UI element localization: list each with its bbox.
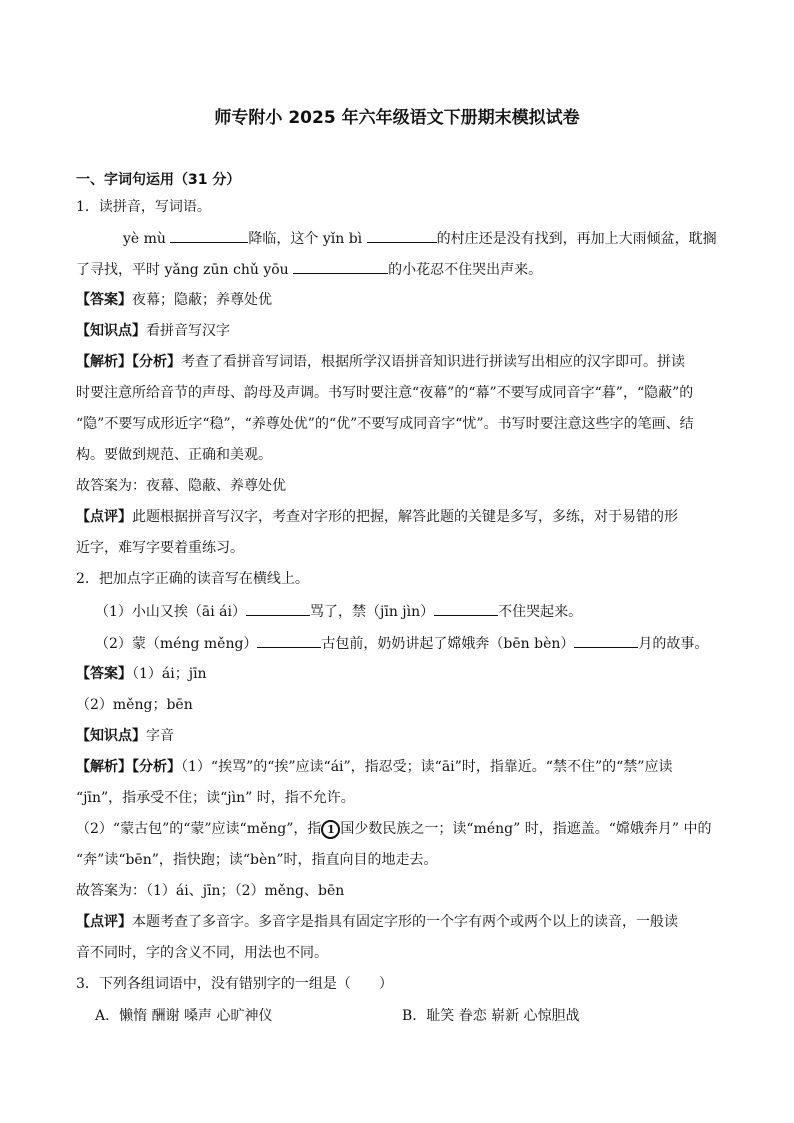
knowledge-point-text: 看拼音写汉字 <box>146 323 230 339</box>
text-segment: 了寻找，平时 yǎng zūn chǔ yōu <box>76 262 289 278</box>
answer-blank[interactable] <box>246 601 310 616</box>
text-segment: 月的故事。 <box>638 636 709 652</box>
analysis-line <box>76 757 721 777</box>
text-segment: 降临，这个 yǐn bì <box>248 231 363 247</box>
comment-line <box>76 912 721 932</box>
knowledge-point-tag: 【知识点】 <box>76 728 146 744</box>
analysis-text: 国少数民族之一；读“méng” 时，指遮盖。“嫦娥奔月” 中的 <box>340 821 712 837</box>
knowledge-point-line <box>76 321 721 341</box>
knowledge-point-tag: 【知识点】 <box>76 323 146 339</box>
answer-text: 夜幕；隐蔽；养尊处优 <box>132 292 272 308</box>
section-heading: 一、字词句运用（31 分） <box>76 172 241 188</box>
text-segment: （2）蒙（méng měng） <box>95 636 258 652</box>
final-answer-line: 故答案为：（1）ái、jīn；（2）měng、bēn <box>76 883 345 899</box>
text-segment: （1）小山又挨（āi ái） <box>95 604 247 620</box>
analysis-tag: 【解析】【分析】 <box>76 354 181 370</box>
analysis-line: “隐”不要写成形近字“稳”，“养尊处优”的“优”不要写成同音字“忧”。书写时要注意这些字的笔画、结 <box>76 416 694 432</box>
comment-tag: 【点评】 <box>76 509 132 525</box>
question-3-stem: 3．下列各组词语中，没有错别字的一组是（ ） <box>76 976 393 992</box>
comment-tag: 【点评】 <box>76 914 132 930</box>
comment-line: 音不同时，字的含义不同，用法也不同。 <box>76 945 328 961</box>
analysis-line <box>76 352 721 372</box>
option-b[interactable]: B．耻笑 眷恋 崭新 心惊胆战 <box>402 1008 580 1024</box>
page-title: 师专附小 2025 年六年级语文下册期末模拟试卷 <box>214 108 580 128</box>
pinyin-text: yè mù <box>123 231 166 247</box>
answer-blank[interactable] <box>257 633 321 648</box>
question-2-item-1 <box>95 601 740 622</box>
comment-line <box>76 507 721 527</box>
analysis-line: “jīn”，指承受不住；读“jìn” 时，指不允许。 <box>76 790 355 806</box>
answer-line <box>76 290 721 310</box>
answer-blank[interactable] <box>434 601 498 616</box>
analysis-tag: 【解析】【分析】 <box>76 759 181 775</box>
text-segment: 不住哭起来。 <box>498 604 583 620</box>
text-segment: 的小花忍不住哭出声来。 <box>388 262 543 278</box>
analysis-text: （2）“蒙古包”的“蒙”应读“měng”，指 <box>76 821 322 837</box>
text-segment: 古包前，奶奶讲起了嫦娥奔（bēn bèn） <box>321 636 575 652</box>
question-1-line-2 <box>76 259 721 280</box>
knowledge-point-line <box>76 726 721 746</box>
comment-text: 此题根据拼音写汉字，考查对字形的把握，解答此题的关键是多写，多练，对于易错的形 <box>132 509 678 525</box>
question-2-stem: 2．把加点字正确的读音写在横线上。 <box>76 571 309 587</box>
analysis-line: “奔”读“bēn”，指快跑；读“bèn”时，指直向目的地走去。 <box>76 852 438 868</box>
analysis-text: 考查了看拼音写词语，根据所学汉语拼音知识进行拼读写出相应的汉字即可。拼读 <box>181 354 685 370</box>
question-2-item-2 <box>95 633 740 654</box>
text-segment: 的村庄还是没有找到，再加上大雨倾盆，耽搁 <box>436 231 717 247</box>
option-a[interactable]: A．懒惰 酬谢 嗓声 心旷神仪 <box>95 1008 273 1024</box>
answer-tag: 【答案】 <box>76 292 132 308</box>
comment-text: 本题考查了多音字。多音字是指具有固定字形的一个字有两个或两个以上的读音，一般读 <box>132 914 678 930</box>
final-answer-line: 故答案为：夜幕、隐蔽、养尊处优 <box>76 478 286 494</box>
comment-line: 近字，难写字要着重练习。 <box>76 540 244 556</box>
text-segment: 骂了，禁（jīn jìn） <box>310 604 435 620</box>
analysis-line <box>76 819 721 839</box>
answer-line <box>76 664 721 684</box>
question-1-line-1 <box>123 228 768 249</box>
answer-tag: 【答案】 <box>76 666 132 682</box>
answer-text: （1）ái；jīn <box>132 666 207 682</box>
answer-line: （2）měng；bēn <box>76 697 193 713</box>
question-1-stem: 1．读拼音，写词语。 <box>76 199 211 215</box>
answer-blank[interactable] <box>367 228 437 243</box>
analysis-text: （1）“挨骂”的“挨”应读“ái”，指忍受；读“āi”时，指靠近。“禁不住”的“禁”应读 <box>181 759 673 775</box>
knowledge-point-text: 字音 <box>146 728 174 744</box>
circled-number: 1 <box>321 820 340 839</box>
answer-blank[interactable] <box>574 633 638 648</box>
analysis-line: 时要注意所给音节的声母、韵母及声调。书写时要注意“夜幕”的“幕”不要写成同音字“暮”，“隐蔽”的 <box>76 385 694 401</box>
answer-blank[interactable] <box>170 228 248 243</box>
answer-blank[interactable] <box>293 259 388 274</box>
analysis-line: 构。要做到规范、正确和美观。 <box>76 447 272 463</box>
